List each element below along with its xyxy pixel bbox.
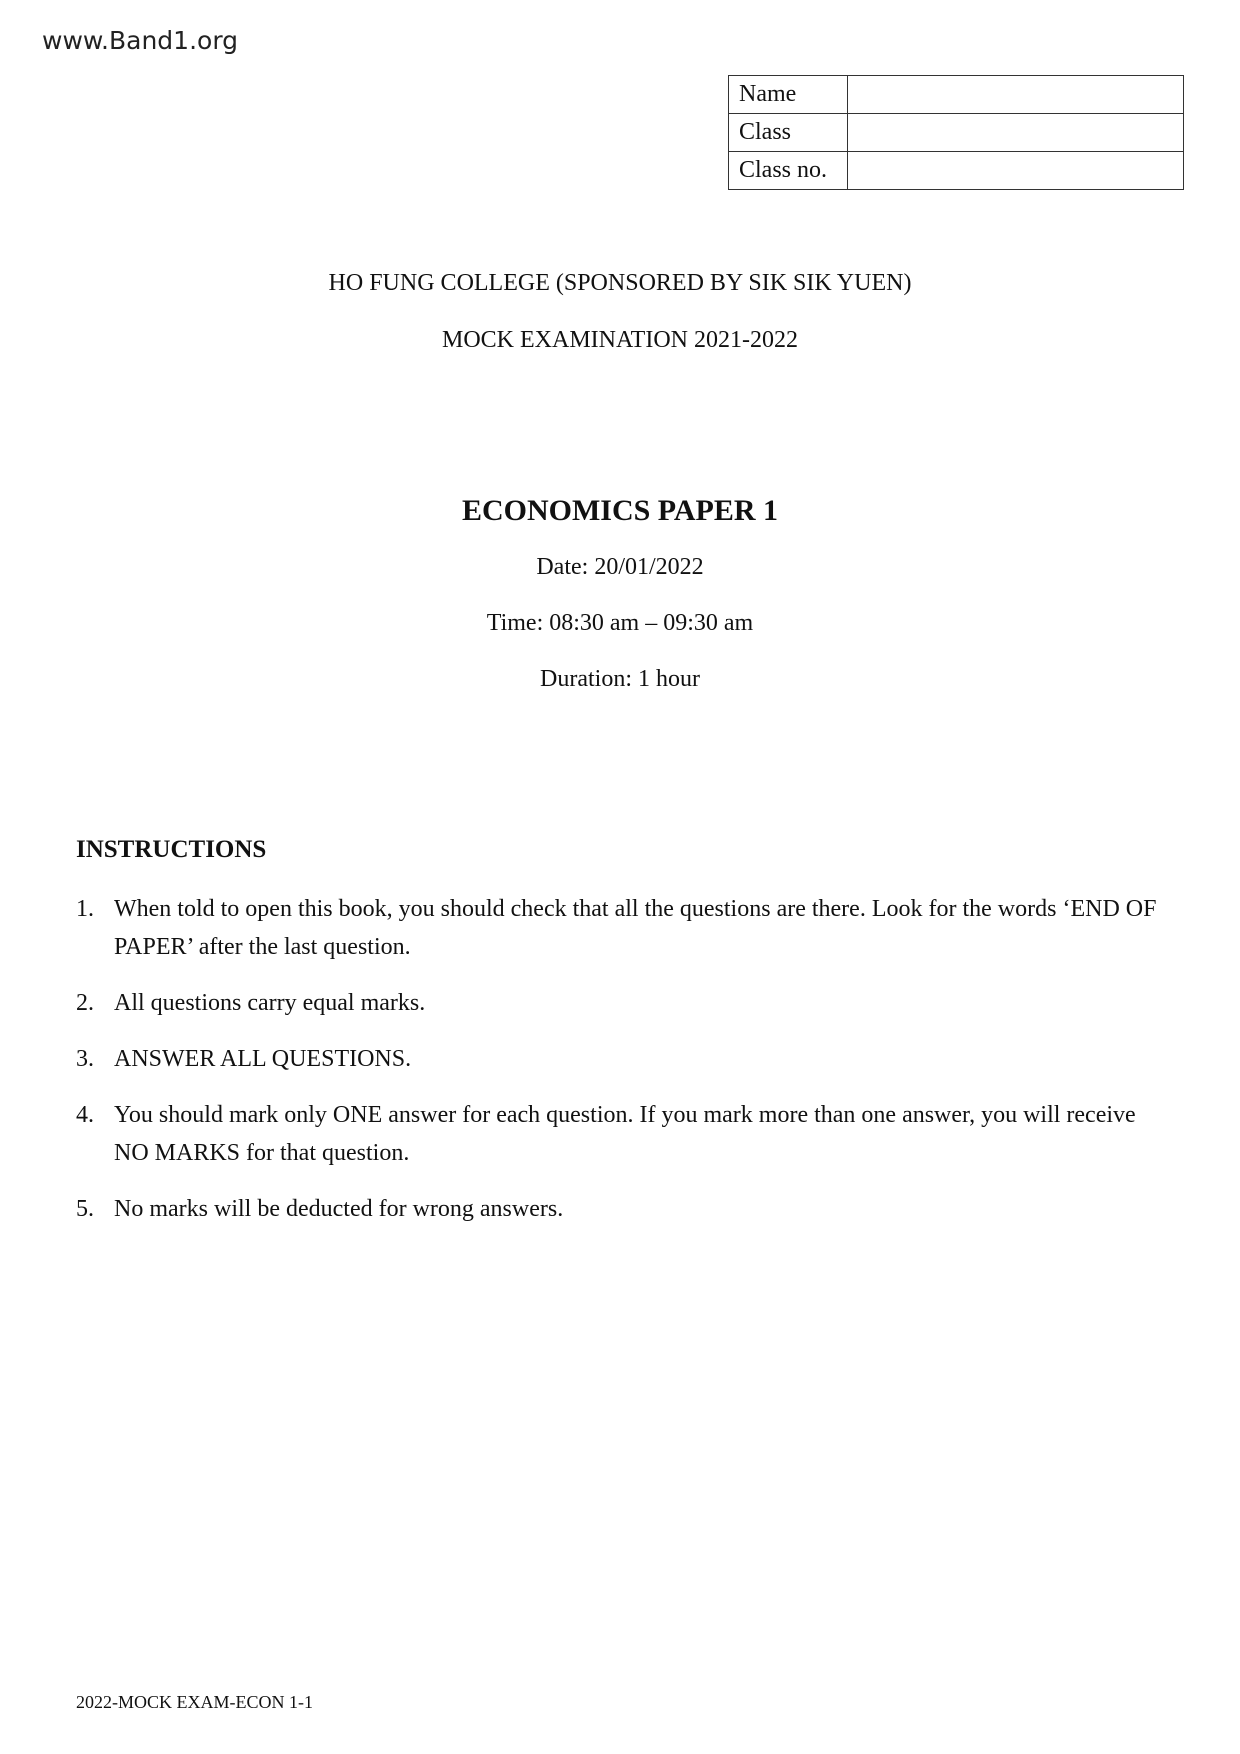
list-item <box>76 1190 1176 1228</box>
instructions-heading: INSTRUCTIONS <box>76 836 267 863</box>
watermark-url: www.Band1.org <box>42 26 239 55</box>
exam-date: Date: 20/01/2022 <box>536 554 704 580</box>
exam-time: Time: 08:30 am – 09:30 am <box>486 610 754 636</box>
item-number: 5. <box>76 1196 94 1222</box>
class-no-label: Class no. <box>729 152 848 190</box>
list-item <box>76 984 1176 1022</box>
item-number: 3. <box>76 1046 94 1072</box>
page-footer: 2022-MOCK EXAM-ECON 1-1 <box>76 1692 313 1712</box>
name-label: Name <box>729 76 848 114</box>
exam-name: MOCK EXAMINATION 2021-2022 <box>442 327 798 353</box>
item-number: 1. <box>76 896 94 922</box>
class-no-field[interactable] <box>848 152 1184 190</box>
student-info-table <box>728 75 1184 190</box>
item-text: When told to open this book, you should check that all the questions are there. Look for the words ‘END OF PAPER’ after the last question. <box>114 896 1157 960</box>
name-field[interactable] <box>848 76 1184 114</box>
table-row <box>729 114 1184 152</box>
item-text: No marks will be deducted for wrong answers. <box>114 1196 564 1222</box>
exam-duration: Duration: 1 hour <box>540 666 700 692</box>
instructions-list <box>76 890 1176 1246</box>
list-item <box>76 890 1176 966</box>
item-number: 4. <box>76 1102 94 1128</box>
class-field[interactable] <box>848 114 1184 152</box>
item-text: You should mark only ONE answer for each question. If you mark more than one answer, you will receive NO MARKS for that question. <box>114 1102 1136 1166</box>
list-item <box>76 1096 1176 1172</box>
item-text: All questions carry equal marks. <box>114 990 426 1016</box>
item-text: ANSWER ALL QUESTIONS. <box>114 1046 412 1072</box>
class-label: Class <box>729 114 848 152</box>
item-number: 2. <box>76 990 94 1016</box>
paper-title: ECONOMICS PAPER 1 <box>461 494 779 527</box>
list-item <box>76 1040 1176 1078</box>
table-row <box>729 76 1184 114</box>
school-name: HO FUNG COLLEGE (SPONSORED BY SIK SIK YUEN) <box>328 270 912 296</box>
table-row <box>729 152 1184 190</box>
